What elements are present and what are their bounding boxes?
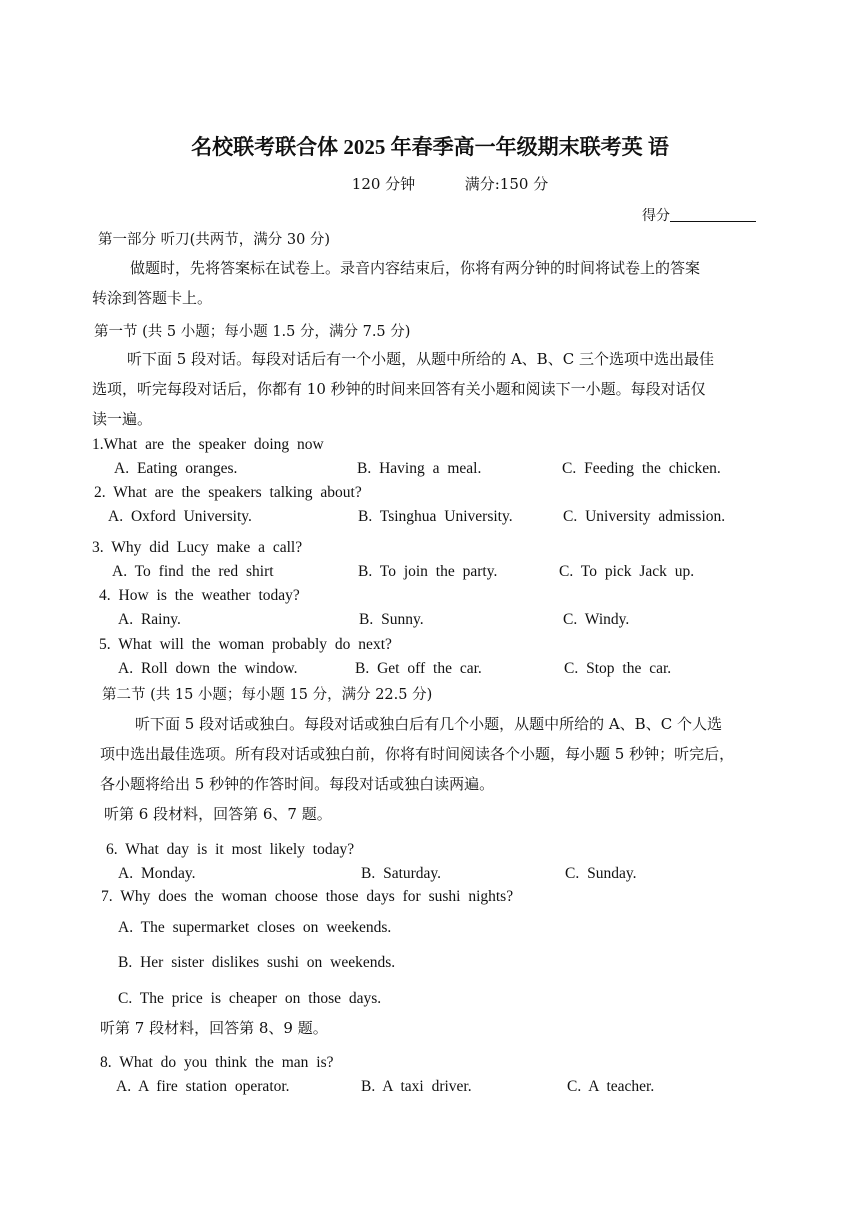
q7-option-a: A. The supermarket closes on weekends. — [118, 919, 392, 936]
q1-option-c: C. Feeding the chicken. — [562, 460, 721, 477]
question-8: 8. What do you think the man is? — [100, 1054, 334, 1071]
section2-heading: 第二节 (共 15 小题；每小题 15 分，满分 22.5 分) — [102, 687, 433, 703]
q1-option-b: B. Having a meal. — [357, 460, 482, 477]
section2-instr-line1: 听下面 5 段对话或独白。每段对话或独白后有几个小题，从题中所给的 A、B、C 个人选 — [135, 715, 722, 733]
question-3: 3. Why did Lucy make a call? — [92, 539, 303, 556]
part1-heading: 第一部分 听刀(共两节，满分 30 分) — [98, 232, 331, 248]
q5-option-a: A. Roll down the window. — [118, 660, 298, 677]
q2-option-a: A. Oxford University. — [108, 508, 252, 525]
question-5: 5. What will the woman probably do next? — [99, 636, 392, 653]
section2-instr-line2: 项中选出最佳选项。所有段对话或独白前，你将有时间阅读各个小题，每小题 5 秒钟；听完后， — [100, 745, 735, 763]
q6-option-a: A. Monday. — [118, 865, 196, 882]
material-6-note: 听第 6 段材料，回答第 6、7 题。 — [104, 805, 332, 823]
material-7-note: 听第 7 段材料，回答第 8、9 题。 — [100, 1019, 328, 1037]
score-field — [642, 205, 756, 225]
exam-full-score: 满分:150 分 — [464, 175, 549, 193]
q3-option-a: A. To find the red shirt — [112, 563, 274, 580]
score-label: 得分 — [642, 208, 670, 224]
question-2: 2. What are the speakers talking about? — [94, 484, 362, 501]
section1-instr-line1: 听下面 5 段对话。每段对话后有一个小题，从题中所给的 A、B、C 三个选项中选出最佳 — [127, 350, 714, 368]
q5-option-c: C. Stop the car. — [564, 660, 672, 677]
q7-option-b: B. Her sister dislikes sushi on weekends. — [118, 954, 396, 971]
question-7: 7. Why does the woman choose those days for sushi nights? — [101, 888, 514, 905]
section2-instr-line3: 各小题将给出 5 秒钟的作答时间。每段对话或独白读两遍。 — [100, 775, 495, 793]
question-1: 1.What are the speaker doing now — [92, 436, 324, 453]
q1-option-a: A. Eating oranges. — [114, 460, 238, 477]
score-blank-line — [670, 207, 756, 222]
section1-heading: 第一节 (共 5 小题；每小题 1.5 分，满分 7.5 分) — [94, 324, 411, 340]
section1-instr-line3: 读一遍。 — [92, 410, 153, 428]
question-6: 6. What day is it most likely today? — [106, 841, 355, 858]
q8-option-b: B. A taxi driver. — [361, 1078, 472, 1095]
exam-title: 名校联考联合体 2025 年春季高一年级期末联考英 语 — [191, 135, 669, 159]
question-4: 4. How is the weather today? — [99, 587, 300, 604]
q6-option-c: C. Sunday. — [565, 865, 637, 882]
q6-option-b: B. Saturday. — [361, 865, 442, 882]
q3-option-c: C. To pick Jack up. — [559, 563, 695, 580]
part1-instructions-line2: 转涂到答题卡上。 — [92, 289, 213, 307]
q4-option-a: A. Rainy. — [118, 611, 181, 628]
q8-option-a: A. A fire station operator. — [116, 1078, 290, 1095]
q3-option-b: B. To join the party. — [358, 563, 498, 580]
q7-option-c: C. The price is cheaper on those days. — [118, 990, 382, 1007]
section1-instr-line2: 选项，听完每段对话后，你都有 10 秒钟的时间来回答有关小题和阅读下一小题。每段对话仅 — [92, 380, 706, 398]
q4-option-b: B. Sunny. — [359, 611, 424, 628]
q2-option-b: B. Tsinghua University. — [358, 508, 513, 525]
exam-meta — [0, 173, 860, 194]
q4-option-c: C. Windy. — [563, 611, 630, 628]
exam-time: 120 分钟 — [351, 175, 416, 193]
q5-option-b: B. Get off the car. — [355, 660, 482, 677]
q8-option-c: C. A teacher. — [567, 1078, 655, 1095]
q2-option-c: C. University admission. — [563, 508, 726, 525]
part1-instructions-line1: 做题时，先将答案标在试卷上。录音内容结束后，你将有两分钟的时间将试卷上的答案 — [130, 259, 701, 277]
